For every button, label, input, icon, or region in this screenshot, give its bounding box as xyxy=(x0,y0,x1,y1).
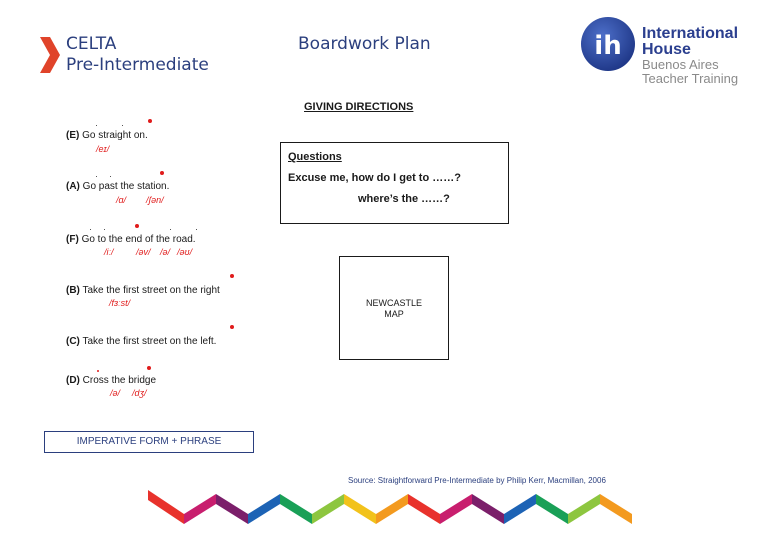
list-item xyxy=(66,181,169,192)
item-letter: (A) xyxy=(66,181,80,192)
logo-line-4: Teacher Training xyxy=(642,71,739,86)
topic-heading: GIVING DIRECTIONS xyxy=(304,101,414,113)
stress-dot xyxy=(97,370,99,372)
map-label xyxy=(340,298,448,320)
course-title xyxy=(66,34,209,76)
chevron-icon xyxy=(40,37,60,73)
item-text: Go past the station. xyxy=(82,181,170,192)
stress-dot xyxy=(148,119,152,123)
zigzag-segment xyxy=(408,494,440,524)
course-line-2: Pre-Intermediate xyxy=(66,55,209,75)
stress-dot xyxy=(147,366,151,370)
ipa-label: /eɪ/ xyxy=(96,144,110,154)
list-item xyxy=(66,234,196,245)
zigzag-segment xyxy=(472,494,504,524)
stress-dot xyxy=(135,224,139,228)
zigzag-segment xyxy=(280,494,312,524)
logo-line-1: International xyxy=(642,25,739,42)
stress-mark xyxy=(90,229,91,230)
stress-dot xyxy=(230,274,234,278)
questions-box xyxy=(280,142,509,224)
zigzag-segment xyxy=(248,494,280,524)
stress-mark xyxy=(122,125,123,126)
zigzag-segment xyxy=(184,494,216,524)
course-line-1: CELTA xyxy=(66,34,117,54)
zigzag-segment xyxy=(440,494,472,524)
zigzag-segment xyxy=(344,494,376,524)
questions-heading: Questions xyxy=(288,151,342,163)
ih-logo-mark: ih xyxy=(594,31,622,61)
ipa-label: /əʊ/ xyxy=(177,247,193,257)
map-label-line-2: MAP xyxy=(384,309,404,319)
map-label-line-1: NEWCASTLE xyxy=(365,298,422,308)
list-item xyxy=(66,285,220,296)
item-letter: (D) xyxy=(66,375,80,386)
item-letter: (C) xyxy=(66,336,80,347)
ipa-label: /fɜːst/ xyxy=(109,298,131,308)
ipa-label: /ɑ/ xyxy=(116,195,127,205)
question-line-2: where’s the ……? xyxy=(358,193,450,205)
zigzag-segment xyxy=(536,494,568,524)
ipa-label: /dʒ/ xyxy=(132,388,147,398)
zigzag-segment xyxy=(504,494,536,524)
list-item xyxy=(66,375,156,386)
stress-mark xyxy=(96,125,97,126)
zigzag-segment xyxy=(600,494,632,524)
ipa-label: /ə/ xyxy=(160,247,171,257)
source-note: Source: Straightforward Pre-Intermediate by Philip Kerr, Macmillan, 2006 xyxy=(348,476,606,485)
question-line-1: Excuse me, how do I get to ……? xyxy=(288,172,461,184)
stress-mark xyxy=(196,229,197,230)
stress-mark xyxy=(170,229,171,230)
stress-mark xyxy=(104,229,105,230)
map-box xyxy=(339,256,449,360)
zigzag-segment xyxy=(376,494,408,524)
item-text: Go to the end of the road. xyxy=(81,234,196,245)
ipa-label: /ʃən/ xyxy=(146,195,164,205)
item-letter: (F) xyxy=(66,234,79,245)
zigzag-segment xyxy=(312,494,344,524)
ipa-label: /iː/ xyxy=(104,247,114,257)
logo-line-3: Buenos Aires xyxy=(642,57,719,72)
plan-title: Boardwork Plan xyxy=(298,34,431,54)
ih-logo-icon xyxy=(580,16,636,72)
imperative-form-label: IMPERATIVE FORM + PHRASE xyxy=(76,436,222,447)
ipa-label: /əv/ xyxy=(136,247,151,257)
ih-logo-text xyxy=(642,26,738,86)
stress-dot xyxy=(160,171,164,175)
item-letter: (E) xyxy=(66,130,80,141)
stress-mark xyxy=(96,176,97,177)
zigzag-segment xyxy=(216,494,248,524)
zigzag-decoration xyxy=(148,486,648,524)
item-letter: (B) xyxy=(66,285,80,296)
item-text: Cross the bridge xyxy=(82,375,157,386)
stress-dot xyxy=(230,325,234,329)
stress-mark xyxy=(110,176,111,177)
item-text: Take the first street on the left. xyxy=(82,336,217,347)
item-text: Go straight on. xyxy=(82,130,148,141)
zigzag-segment xyxy=(568,494,600,524)
list-item xyxy=(66,336,216,347)
imperative-form-box xyxy=(44,431,254,453)
item-text: Take the first street on the right xyxy=(82,285,220,296)
logo-line-2: House xyxy=(642,41,691,58)
list-item xyxy=(66,130,148,141)
zigzag-segment xyxy=(148,490,184,524)
ipa-label: /ə/ xyxy=(110,388,121,398)
